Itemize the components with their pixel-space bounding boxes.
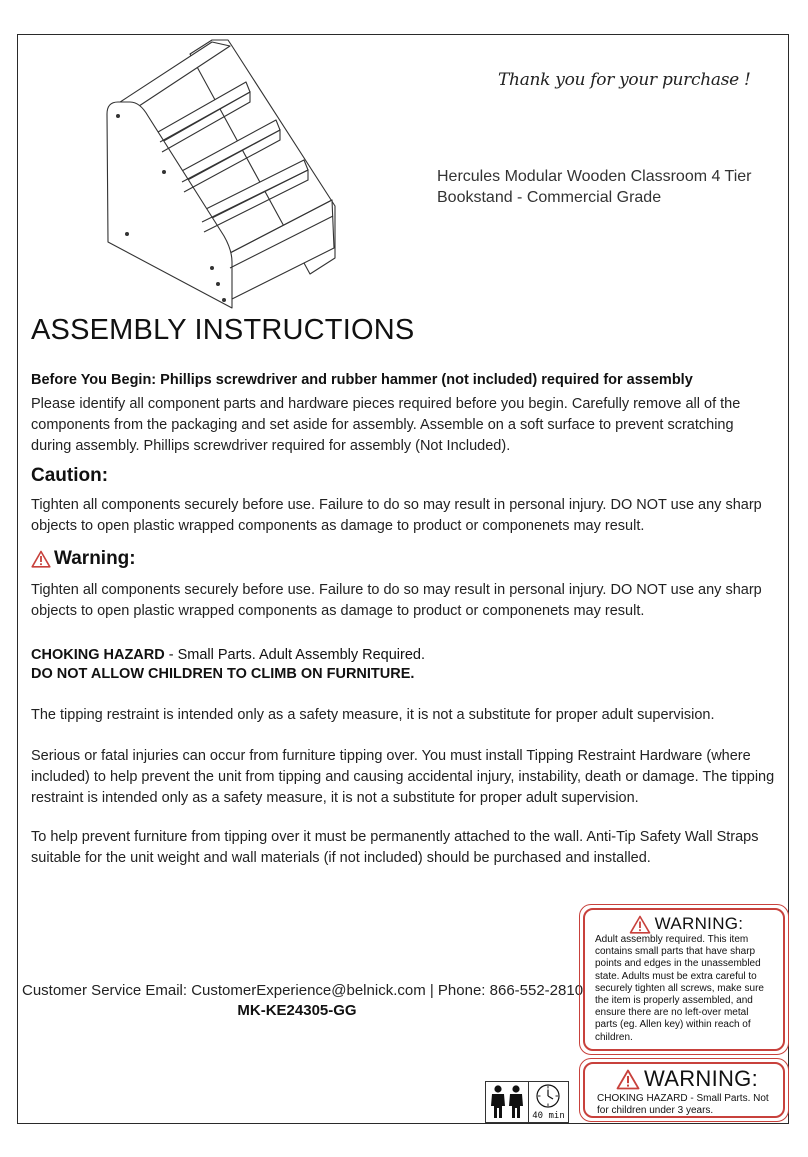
- warning-triangle-icon: [31, 550, 51, 568]
- customer-service-contact: Customer Service Email: CustomerExperience@belnick.com | Phone: 866-552-2810: [22, 982, 584, 999]
- warning-box-adult-assembly: [583, 908, 785, 1051]
- product-title: Hercules Modular Wooden Classroom 4 Tier Bookstand - Commercial Grade: [437, 168, 752, 206]
- choking-hazard-label: CHOKING HAZARD: [31, 647, 165, 663]
- warning-heading: [31, 548, 136, 570]
- serious-injury-paragraph: Serious or fatal injuries can occur from furniture tipping over. You must install Tipping Restraint Hardware (where included) to help prevent the unit from tipping and causing accidental injury, instability, death or damage. The tipping restraint is intended only as a safety measure, it is not a substitute for proper adult supervision.: [31, 748, 775, 806]
- warning-paragraph: Tighten all components securely before use. Failure to do so may result in personal injury. DO NOT use any sharp objects to open plastic wrapped components as damage to product or componenets may result.: [31, 582, 762, 619]
- before-you-begin-heading: Before You Begin: Phillips screwdriver and rubber hammer (not included) required for assembly: [31, 372, 693, 388]
- caution-paragraph: Tighten all components securely before use. Failure to do so may result in personal injury. DO NOT use any sharp objects to open plastic wrapped components as damage to product or componenets may result.: [31, 497, 762, 534]
- two-people-icon: [485, 1081, 529, 1123]
- warning-box-2-title: [597, 1066, 777, 1092]
- warning-heading-label: Warning:: [54, 548, 136, 569]
- no-climb-warning: DO NOT ALLOW CHILDREN TO CLIMB ON FURNITURE.: [31, 666, 415, 682]
- warning-box-2-text: CHOKING HAZARD - Small Parts. Not for children under 3 years.: [597, 1093, 769, 1117]
- intro-paragraph: Please identify all component parts and hardware pieces required before you begin. Carefully remove all of the components from the packaging and set aside for assembly. Assemble on a soft surface to prevent scratching during assembly. Phillips screwdriver required for assembly (Not Included).: [31, 396, 741, 454]
- wall-attach-paragraph: To help prevent furniture from tipping over it must be permanently attached to the wall. Anti-Tip Safety Wall Straps suitable for the unit weight and wall materials (if not included) should be purchased and installed.: [31, 829, 759, 866]
- page-title: ASSEMBLY INSTRUCTIONS: [31, 314, 415, 346]
- model-number: MK-KE24305-GG: [237, 1002, 357, 1019]
- choking-hazard-text: - Small Parts. Adult Assembly Required.: [164, 647, 426, 663]
- warning-box-2-title-label: WARNING:: [643, 1066, 759, 1091]
- thank-you-text: Thank you for your purchase !: [498, 70, 751, 90]
- warning-box-choking: [583, 1062, 785, 1118]
- bookstand-illustration: [100, 36, 345, 316]
- warning-box-1-text: Adult assembly required. This item contains small parts that have sharp points and edges in the unassembled state. Adults must be extra careful to securely tighten all screws, make sure the item is properly assembled, and ensure there are no left-over metal parts (eg. Allen key) within reach of children.: [595, 934, 764, 1043]
- caution-heading: Caution:: [31, 465, 109, 486]
- warning-box-1-title: [595, 914, 777, 934]
- choking-hazard-line: [31, 645, 425, 666]
- warning-triangle-icon: [629, 915, 651, 934]
- clock-icon: [529, 1081, 569, 1123]
- warning-box-1-title-label: WARNING:: [654, 914, 744, 933]
- assembly-time-label: 40 min: [532, 1111, 565, 1121]
- tipping-restraint-paragraph: The tipping restraint is intended only as a safety measure, it is not a substitute for proper adult supervision.: [31, 707, 715, 723]
- warning-triangle-icon: [616, 1069, 640, 1090]
- assembly-info-icons: [485, 1081, 569, 1123]
